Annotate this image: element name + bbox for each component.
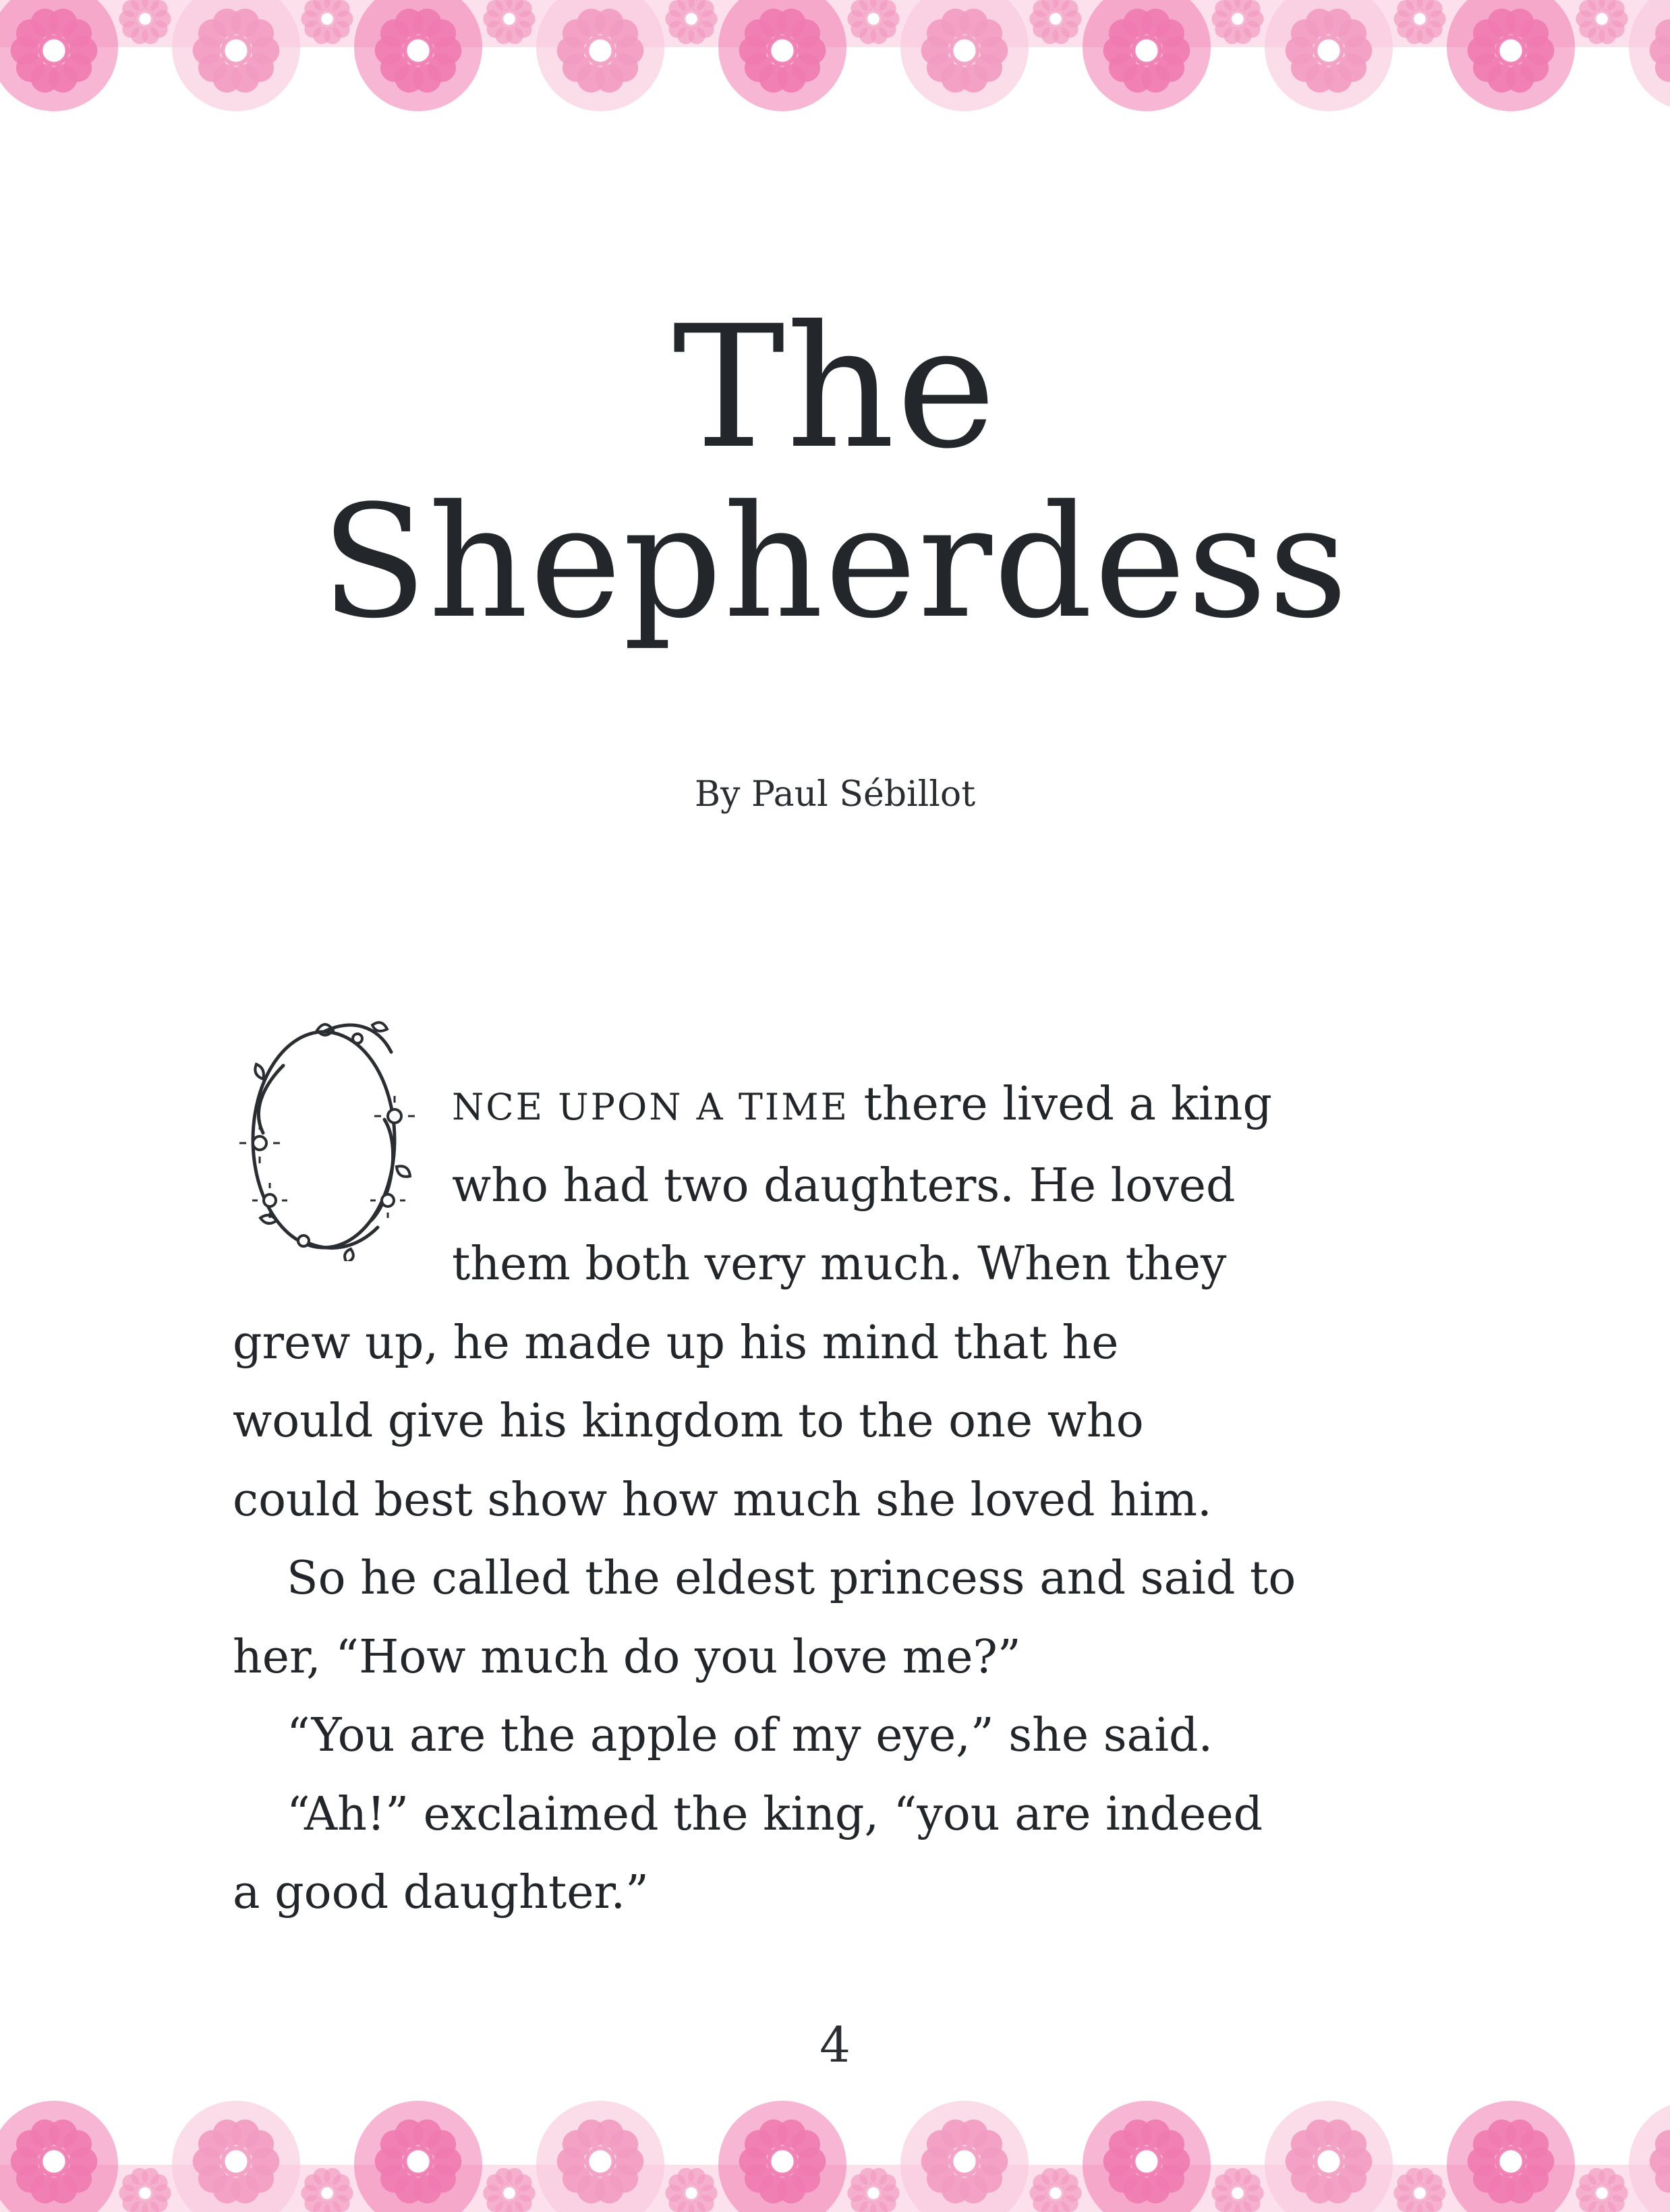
author-byline: By Paul Sébillot xyxy=(694,774,976,815)
page-number: 4 xyxy=(819,2016,851,2073)
lace-pattern-bottom-icon xyxy=(0,2077,1670,2212)
lace-border-top xyxy=(0,0,1670,135)
story-line-11: a good daughter.” xyxy=(233,1866,649,1919)
story-line-6: could best show how much she loved him. xyxy=(233,1473,1212,1527)
lace-border-bottom xyxy=(0,2077,1670,2212)
story-line-9: “You are the apple of my eye,” she said. xyxy=(287,1709,1213,1762)
story-text xyxy=(233,1066,1366,1933)
story-line-1 xyxy=(233,1066,1366,1147)
story-line-2: who had two daughters. He loved xyxy=(452,1159,1236,1213)
opening-smallcaps: NCE UPON A TIME xyxy=(452,1086,849,1128)
story-line-10: “Ah!” exclaimed the king, “you are indeed xyxy=(287,1787,1263,1841)
story-line-5: would give his kingdom to the one who xyxy=(233,1395,1144,1448)
story-line-4: grew up, he made up his mind that he xyxy=(233,1316,1119,1370)
story-line-7: So he called the eldest princess and said to xyxy=(287,1552,1296,1605)
title-line-2: Shepherdess xyxy=(320,473,1350,653)
story-line-8: her, “How much do you love me?” xyxy=(233,1630,1021,1684)
title-line-1: The xyxy=(672,289,998,486)
lace-pattern-top-icon xyxy=(0,0,1670,135)
story-line-3: them both very much. When they xyxy=(452,1238,1227,1291)
story-line-1-rest: there lived a king xyxy=(848,1078,1272,1131)
